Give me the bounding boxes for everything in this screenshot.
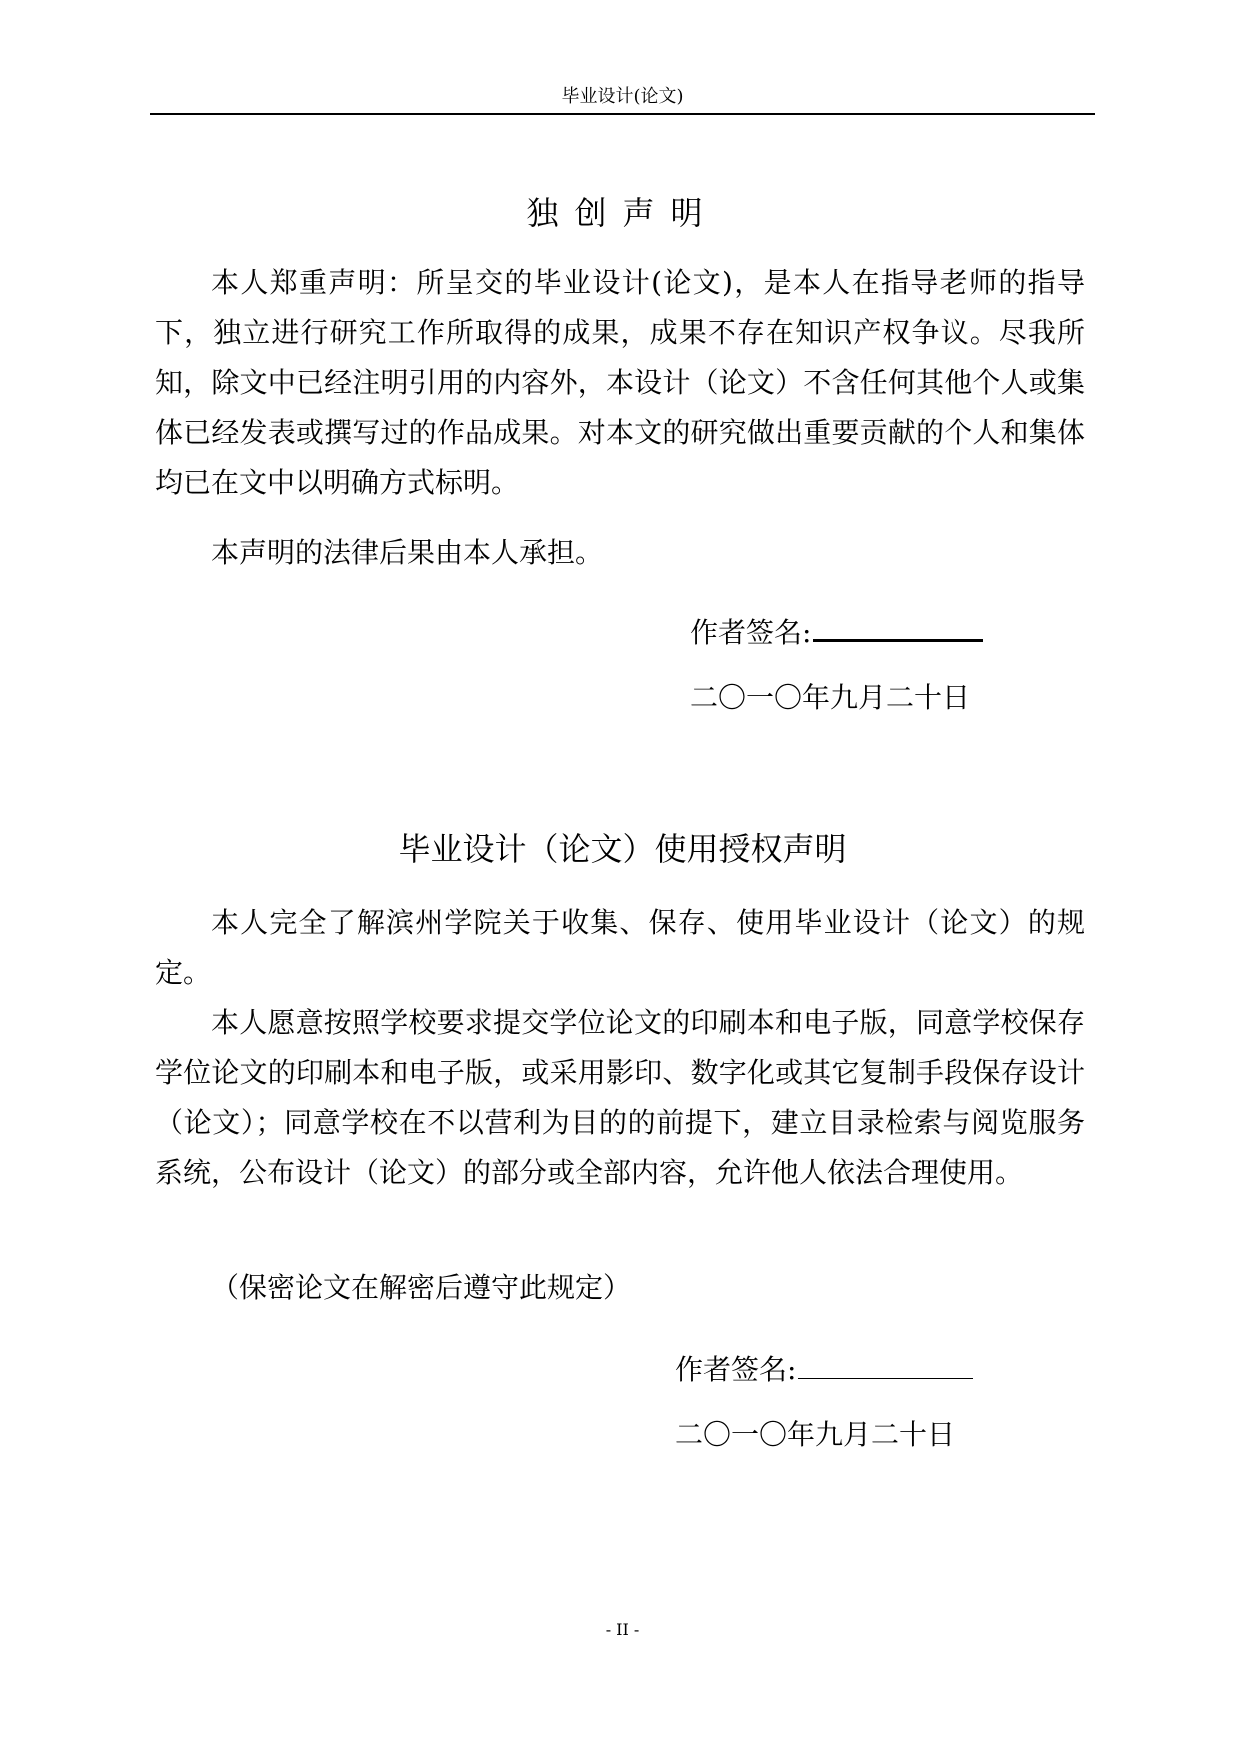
declaration-paragraph-2: 本声明的法律后果由本人承担。 [211, 536, 604, 569]
declaration-title: 独创声明 [526, 194, 719, 233]
declaration-paragraph-1: 本人郑重声明：所呈交的毕业设计(论文)，是本人在指导老师的指导下，独立进行研究工作所取得的成果，成果不存在知识产权争议。尽我所知，除文中已经注明引用的内容外，本设计（论文）不含任何其他个人或集体已经发表或撰写过的作品成果。对本文的研究做出重要贡献的个人和集体均已在文中以明确方式标明。 [155, 266, 1085, 499]
authorization-date: 二〇一〇年九月二十日 [675, 1418, 956, 1451]
declaration-signature-label: 作者签名: [690, 616, 812, 649]
authorization-paragraph-3: （保密论文在解密后遵守此规定） [211, 1271, 632, 1304]
authorization-paragraph-2: 本人愿意按照学校要求提交学位论文的印刷本和电子版，同意学校保存学位论文的印刷本和电子版，或采用影印、数字化或其它复制手段保存设计（论文）；同意学校在不以营利为目的的前提下，建立目录检索与阅览服务系统，公布设计（论文）的部分或全部内容，允许他人依法合理使用。 [155, 1006, 1085, 1189]
authorization-signature-label: 作者签名: [675, 1353, 797, 1386]
running-header: 毕业设计(论文) [561, 86, 684, 107]
page-number: - II - [605, 1620, 640, 1639]
declaration-signature-line [813, 639, 983, 642]
authorization-signature-line [798, 1378, 973, 1379]
declaration-date: 二〇一〇年九月二十日 [690, 681, 971, 714]
authorization-signature [675, 1350, 973, 1390]
header-rule [150, 113, 1095, 115]
authorization-paragraph-1: 本人完全了解滨州学院关于收集、保存、使用毕业设计（论文）的规定。 [155, 906, 1085, 989]
authorization-title: 毕业设计（论文）使用授权声明 [398, 830, 847, 869]
declaration-signature [690, 613, 983, 653]
